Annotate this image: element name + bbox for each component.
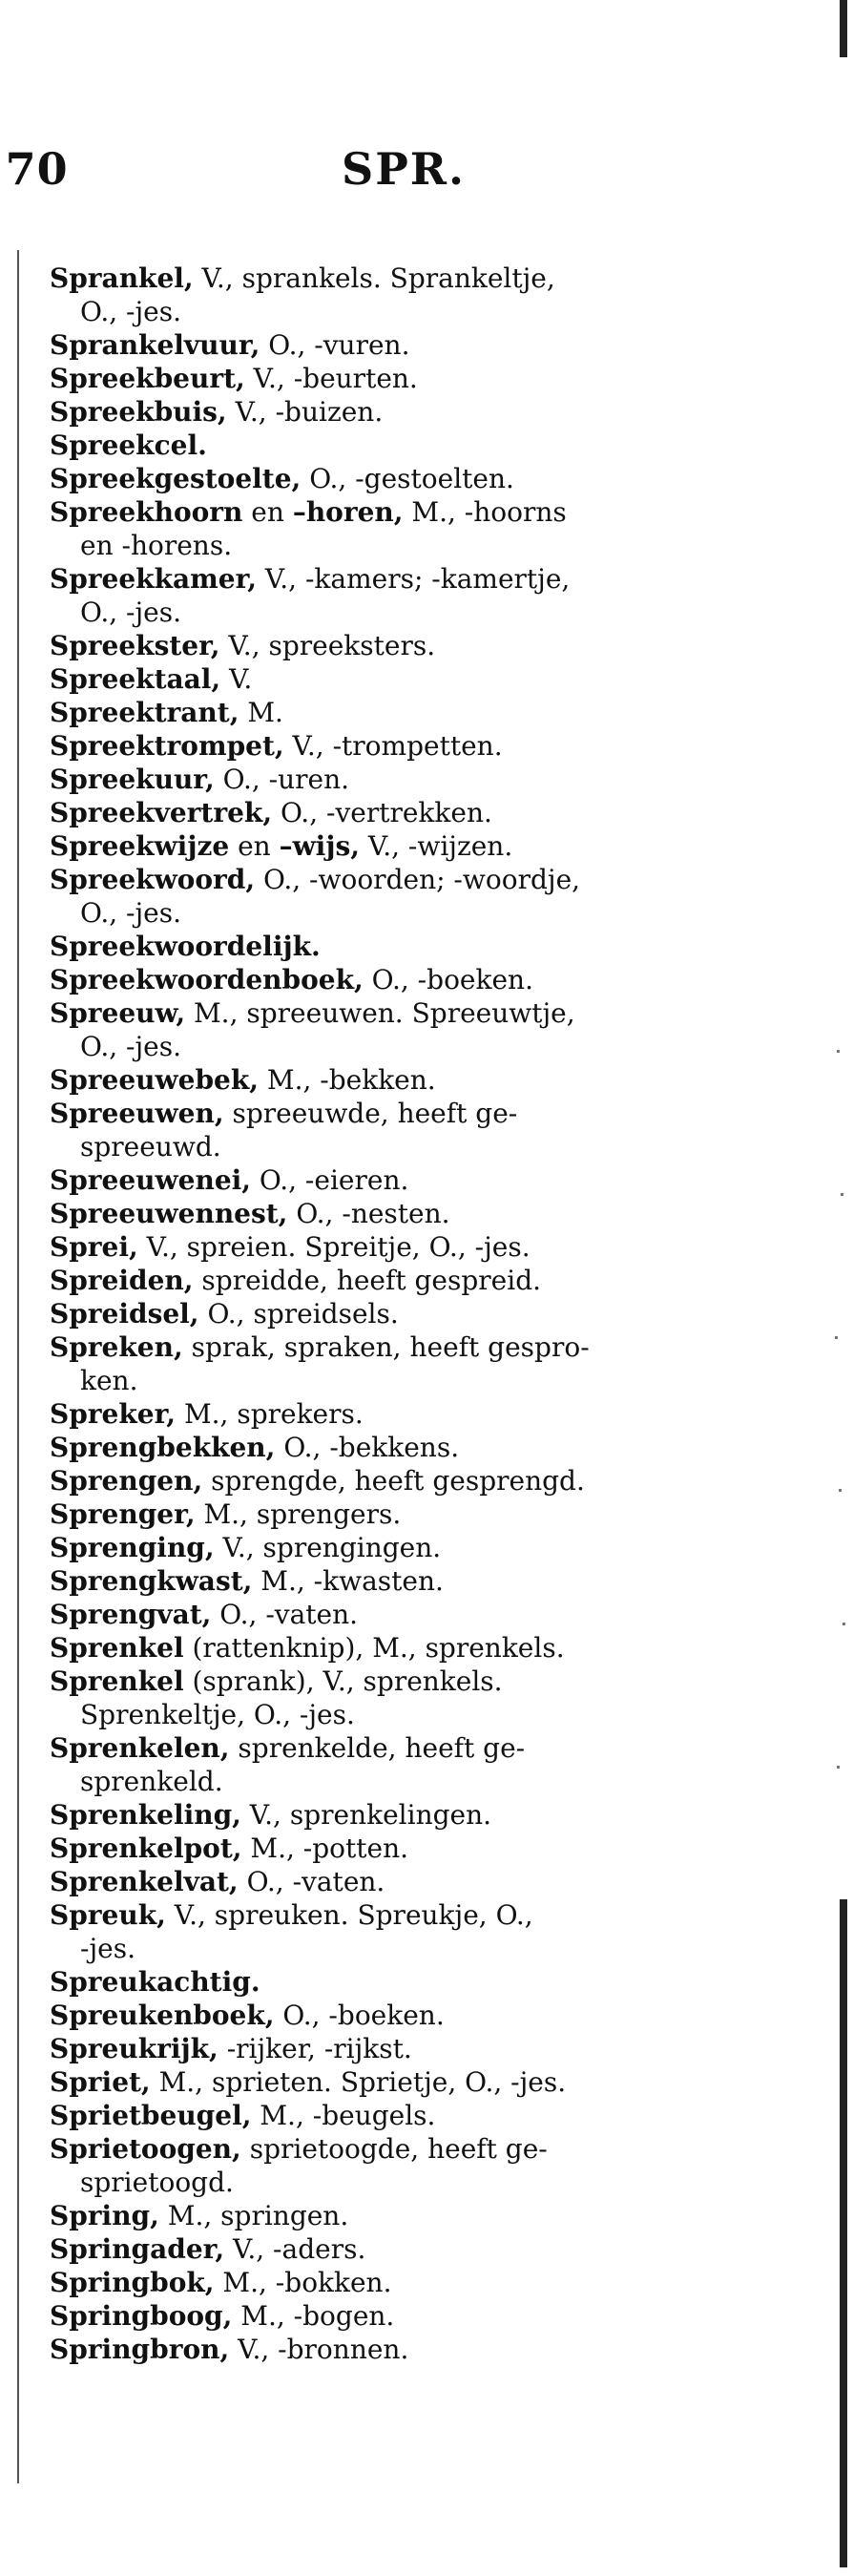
entry-text: Sprenkeltje, O., -jes.	[80, 1699, 355, 1730]
entry-text: V., sprenkelingen.	[240, 1799, 492, 1831]
headword: Spreuk,	[50, 1899, 166, 1931]
entry-line	[50, 1531, 746, 1564]
entry-text: en	[242, 496, 293, 528]
entry-line	[50, 662, 746, 696]
entry-text: V., -bronnen.	[229, 2334, 409, 2365]
headword: Spreker,	[50, 1398, 177, 1430]
entry-line	[50, 2132, 746, 2166]
entry-line	[50, 596, 746, 629]
entry-line	[50, 1063, 746, 1097]
entry-line	[50, 729, 746, 763]
entry-text: M.	[239, 697, 283, 728]
dictionary-entry	[50, 829, 746, 863]
entry-line	[50, 362, 746, 395]
entry-line	[50, 2299, 746, 2333]
entry-line	[50, 1731, 746, 1765]
headword: Spreeuw,	[50, 997, 186, 1029]
entry-line	[50, 1364, 746, 1397]
headword: Spriet,	[50, 2066, 151, 2098]
headword: Sprenkelen,	[50, 1732, 230, 1764]
dictionary-entry	[50, 2065, 746, 2099]
entry-line	[50, 829, 746, 863]
headword: Spreekwijze	[50, 830, 230, 862]
entry-text: V., sprengingen.	[214, 1532, 442, 1563]
dictionary-entry	[50, 2299, 746, 2333]
dictionary-entry	[50, 562, 746, 629]
entry-line	[50, 1297, 746, 1330]
dictionary-entry	[50, 1665, 746, 1731]
entry-line	[50, 2333, 746, 2366]
entry-line	[50, 1464, 746, 1497]
headword: Sprankelvuur,	[50, 329, 260, 361]
entry-line	[50, 562, 746, 596]
entry-text: O., -gestoelten.	[301, 463, 514, 494]
headword: Spreeuwennest,	[50, 1198, 288, 1229]
entry-text: O., -vertrekken.	[272, 797, 492, 828]
entry-line	[50, 1130, 746, 1163]
entry-text: sprenkelde, heeft ge-	[229, 1732, 526, 1764]
dictionary-entry	[50, 696, 746, 729]
dictionary-entries	[50, 262, 746, 2366]
entry-line	[50, 1030, 746, 1063]
entry-line	[50, 1832, 746, 1865]
headword: Spreekuur,	[50, 764, 215, 795]
dictionary-entry	[50, 930, 746, 963]
dictionary-entry	[50, 2232, 746, 2266]
dictionary-entry	[50, 1297, 746, 1330]
entry-line	[50, 529, 746, 562]
column-rule	[17, 250, 19, 2483]
headword: Sprengbekken,	[50, 1432, 276, 1463]
entry-text: O., -vaten.	[211, 1599, 359, 1630]
headword: Springbok,	[50, 2267, 215, 2298]
entry-line	[50, 2232, 746, 2266]
entry-text: M., sprieten. Sprietje, O., -jes.	[150, 2066, 567, 2098]
headword: Spreekwoordenboek,	[50, 964, 364, 995]
dictionary-entry	[50, 2032, 746, 2065]
dictionary-entry	[50, 1163, 746, 1197]
dictionary-entry	[50, 395, 746, 429]
dictionary-entry	[50, 1965, 746, 1999]
dictionary-entry	[50, 1497, 746, 1531]
entry-text: O., -uren.	[214, 764, 350, 795]
dictionary-entry	[50, 1097, 746, 1163]
dictionary-entry	[50, 1431, 746, 1464]
dictionary-entry	[50, 2132, 746, 2199]
headword: Spreekkamer,	[50, 563, 258, 595]
dictionary-entry	[50, 1330, 746, 1397]
entry-text: O., -woorden; -woordje,	[255, 864, 581, 895]
dictionary-entry	[50, 1832, 746, 1865]
entry-line	[50, 2266, 746, 2299]
entry-text: O., -vaten.	[238, 1866, 385, 1897]
entry-text: ken.	[80, 1365, 138, 1396]
headword: Springader,	[50, 2233, 225, 2265]
entry-text: sprietoogde, heeft ge-	[240, 2133, 548, 2165]
entry-line	[50, 1197, 746, 1230]
headword-variant: –wijs,	[279, 830, 360, 862]
headword: Sprenkelpot,	[50, 1833, 242, 1864]
headword: Spreukrijk,	[50, 2033, 218, 2064]
entry-text: M., -hoorns	[403, 496, 567, 528]
entry-line	[50, 930, 746, 963]
entry-line	[50, 262, 746, 295]
dictionary-entry	[50, 1531, 746, 1564]
entry-line	[50, 395, 746, 429]
headword: Spreekbuis,	[50, 396, 227, 428]
headword: Spreektrompet,	[50, 730, 284, 762]
entry-text: M., sprekers.	[176, 1398, 364, 1430]
headword: Spreekwoord,	[50, 864, 256, 895]
entry-text: V., spreuken. Spreukje, O.,	[165, 1899, 533, 1931]
entry-text: M., -beugels.	[251, 2100, 436, 2131]
entry-text: M., -kwasten.	[252, 1565, 444, 1597]
entry-text: M., -potten.	[241, 1833, 409, 1864]
entry-text: O., -boeken.	[274, 2000, 445, 2031]
headword: Spreektrant,	[50, 697, 239, 728]
entry-line	[50, 295, 746, 328]
entry-text: O., spreidsels.	[198, 1298, 399, 1330]
entry-text: M., spreeuwen. Spreeuwtje,	[185, 997, 575, 1029]
headword: Spreekgestoelte,	[50, 463, 302, 494]
headword: Spreeuwen,	[50, 1098, 224, 1129]
headword: Sprei,	[50, 1231, 138, 1263]
dictionary-entry	[50, 1197, 746, 1230]
entry-text: V., -buizen.	[226, 396, 384, 428]
headword-variant: –horen,	[292, 496, 404, 528]
entry-line	[50, 1999, 746, 2032]
page-edge	[824, 0, 853, 2576]
headword: Sprietbeugel,	[50, 2100, 252, 2131]
entry-line	[50, 629, 746, 662]
entry-line	[50, 2099, 746, 2132]
entry-line	[50, 2032, 746, 2065]
dictionary-entry	[50, 963, 746, 996]
headword: Sprenging,	[50, 1532, 215, 1563]
headword: Spreeuwebek,	[50, 1064, 259, 1096]
entry-text: (rattenknip), M., sprenkels.	[183, 1632, 565, 1664]
dictionary-entry	[50, 328, 746, 362]
dictionary-entry	[50, 1631, 746, 1665]
entry-line	[50, 1163, 746, 1197]
headword: Spreukachtig.	[50, 1966, 260, 1998]
running-head: SPR.	[342, 143, 467, 195]
headword: Spreektaal,	[50, 663, 221, 695]
entry-text: spreidde, heeft gespreid.	[193, 1265, 542, 1296]
entry-line	[50, 863, 746, 896]
entry-line	[50, 1397, 746, 1431]
headword: Spreekvertrek,	[50, 797, 273, 828]
headword: Spreidsel,	[50, 1298, 199, 1330]
entry-line	[50, 1598, 746, 1631]
dictionary-entry	[50, 1397, 746, 1431]
entry-text: sprenkeld.	[80, 1766, 223, 1797]
entry-text: en -horens.	[80, 530, 233, 561]
entry-line	[50, 1965, 746, 1999]
headword: Sprietoogen,	[50, 2133, 241, 2165]
entry-text: M., -bogen.	[232, 2300, 395, 2332]
dictionary-entry	[50, 1230, 746, 1264]
dictionary-entry	[50, 796, 746, 829]
entry-line	[50, 1865, 746, 1898]
headword: Spreekwoordelijk.	[50, 931, 321, 962]
dictionary-entry	[50, 2099, 746, 2132]
entry-line	[50, 1665, 746, 1698]
entry-text: -rijker, -rijkst.	[218, 2033, 412, 2064]
entry-text: (sprank), V., sprenkels.	[183, 1665, 503, 1697]
entry-line	[50, 328, 746, 362]
entry-line	[50, 495, 746, 529]
entry-line	[50, 2199, 746, 2232]
entry-line	[50, 1330, 746, 1364]
dictionary-entry	[50, 1598, 746, 1631]
entry-text: V., sprankels. Sprankeltje,	[193, 262, 555, 294]
headword: Sprengkwast,	[50, 1565, 253, 1597]
dictionary-entry	[50, 729, 746, 763]
headword: Spreeuwenei,	[50, 1164, 252, 1196]
entry-line	[50, 1264, 746, 1297]
entry-text: V., -wijzen.	[359, 830, 513, 862]
headword: Spreekhoorn	[50, 496, 243, 528]
entry-text: sprengde, heeft gesprengd.	[202, 1465, 585, 1497]
dictionary-entry	[50, 1731, 746, 1798]
dictionary-entry	[50, 629, 746, 662]
entry-line	[50, 696, 746, 729]
entry-text: M., sprengers.	[195, 1498, 402, 1530]
headword: Spreekcel.	[50, 429, 207, 461]
entry-line	[50, 429, 746, 462]
entry-text: O., -nesten.	[287, 1198, 450, 1229]
headword: Sprengvat,	[50, 1599, 212, 1630]
entry-text: -jes.	[80, 1933, 135, 1964]
dictionary-entry	[50, 662, 746, 696]
headword: Sprenger,	[50, 1498, 196, 1530]
dictionary-entry	[50, 1865, 746, 1898]
dictionary-entry	[50, 1464, 746, 1497]
entry-text: O., -eieren.	[251, 1164, 409, 1196]
entry-text: V., spreien. Spreitje, O., -jes.	[137, 1231, 531, 1263]
dictionary-entry	[50, 1063, 746, 1097]
dictionary-entry	[50, 495, 746, 562]
entry-text: M., -bekken.	[259, 1064, 436, 1096]
entry-text: O., -jes.	[80, 296, 181, 327]
entry-line	[50, 796, 746, 829]
entry-text: O., -jes.	[80, 897, 181, 929]
page-number: 70	[0, 143, 69, 195]
entry-line	[50, 1631, 746, 1665]
dictionary-entry	[50, 1898, 746, 1965]
dictionary-entry	[50, 429, 746, 462]
headword: Sprenkeling,	[50, 1799, 241, 1831]
entry-text: V., -trompetten.	[283, 730, 503, 762]
headword: Springbron,	[50, 2334, 230, 2365]
entry-text: spreeuwde, heeft ge-	[223, 1098, 518, 1129]
headword: Sprengen,	[50, 1465, 203, 1497]
entry-line	[50, 1230, 746, 1264]
headword: Spreekbeurt,	[50, 363, 245, 394]
entry-text: V., spreeksters.	[219, 630, 436, 661]
headword: Spreken,	[50, 1331, 183, 1363]
dictionary-entry	[50, 2199, 746, 2232]
headword: Sprenkelvat,	[50, 1866, 239, 1897]
headword: Springboog,	[50, 2300, 233, 2332]
entry-line	[50, 2065, 746, 2099]
entry-text: sprak, spraken, heeft gespro-	[182, 1331, 590, 1363]
entry-text: sprietoogd.	[80, 2167, 234, 2198]
dictionary-entry	[50, 2333, 746, 2366]
entry-line	[50, 1097, 746, 1130]
headword: Sprankel,	[50, 262, 194, 294]
dictionary-entry	[50, 996, 746, 1063]
entry-line	[50, 2166, 746, 2199]
entry-text: O., -jes.	[80, 597, 181, 628]
dictionary-entry	[50, 362, 746, 395]
entry-text: O., -jes.	[80, 1031, 181, 1062]
entry-text: O., -vuren.	[260, 329, 410, 361]
dictionary-entry	[50, 863, 746, 930]
dictionary-entry	[50, 262, 746, 328]
entry-text: V.	[220, 663, 253, 695]
entry-text: V., -kamers; -kamertje,	[257, 563, 571, 595]
entry-text: V., -aders.	[224, 2233, 366, 2265]
entry-line	[50, 1564, 746, 1598]
entry-line	[50, 1497, 746, 1531]
headword: Sprenkel	[50, 1632, 184, 1664]
entry-text: O., -bekkens.	[275, 1432, 460, 1463]
entry-line	[50, 1932, 746, 1965]
dictionary-entry	[50, 1999, 746, 2032]
entry-text: M., springen.	[158, 2200, 349, 2231]
entry-line	[50, 963, 746, 996]
dictionary-entry	[50, 462, 746, 495]
entry-text: M., -bokken.	[214, 2267, 392, 2298]
entry-line	[50, 896, 746, 930]
entry-line	[50, 1431, 746, 1464]
entry-text: spreeuwd.	[80, 1131, 221, 1162]
entry-text: O., -boeken.	[363, 964, 533, 995]
entry-line	[50, 1798, 746, 1832]
entry-text: V., -beurten.	[244, 363, 418, 394]
entry-line	[50, 996, 746, 1030]
headword: Spreiden,	[50, 1265, 194, 1296]
entry-line	[50, 1698, 746, 1731]
dictionary-entry	[50, 2266, 746, 2299]
dictionary-entry	[50, 1264, 746, 1297]
headword: Spreekster,	[50, 630, 220, 661]
entry-line	[50, 1898, 746, 1932]
entry-line	[50, 462, 746, 495]
entry-line	[50, 1765, 746, 1798]
headword: Sprenkel	[50, 1665, 184, 1697]
dictionary-entry	[50, 1564, 746, 1598]
dictionary-entry	[50, 763, 746, 796]
headword: Spring,	[50, 2200, 159, 2231]
entry-line	[50, 763, 746, 796]
entry-text: en	[229, 830, 280, 862]
dictionary-entry	[50, 1798, 746, 1832]
headword: Spreukenboek,	[50, 2000, 275, 2031]
